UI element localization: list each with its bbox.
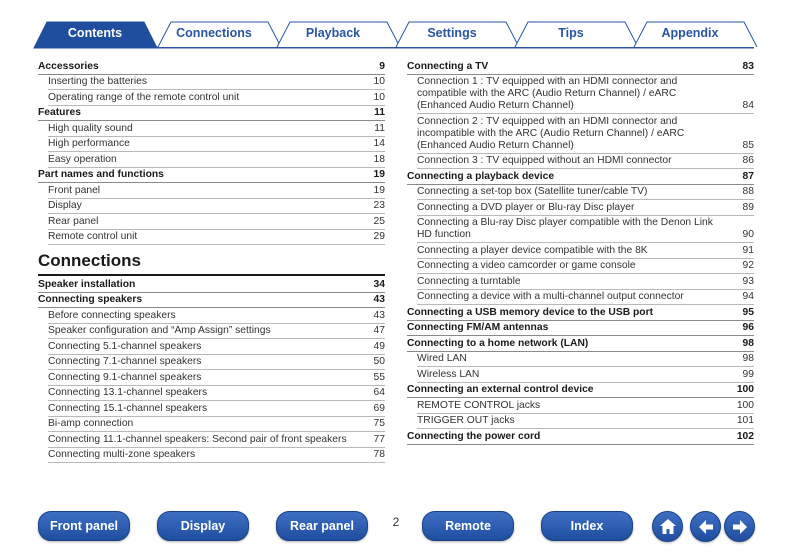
toc-page-number: 34: [373, 278, 385, 290]
toc-entry-title: Easy operation: [48, 153, 117, 165]
toc-heading-row[interactable]: [38, 59, 385, 75]
back-arrow-icon: [696, 517, 716, 537]
toc-entry-row[interactable]: [417, 216, 754, 244]
home-icon: [658, 517, 678, 537]
toc-entry-title: Connection 1 : TV equipped with an HDMI connector and compatible with the ARC (Audio Return Channel) / eARC (Enhanced Audio Return Channel): [417, 76, 678, 111]
toc-entry-row[interactable]: [48, 183, 385, 199]
toc-entry-title: Wireless LAN: [417, 368, 480, 380]
toc-page-number: 94: [742, 291, 754, 302]
toc-entry-row[interactable]: [417, 259, 754, 275]
toc-entry-row[interactable]: [48, 355, 385, 371]
toc-entry-title: Connecting a device with a multi-channel output connector: [417, 291, 684, 302]
toc-page-number: 25: [373, 215, 385, 227]
toc-entry-title: Part names and functions: [38, 169, 164, 180]
toc-page-number: 23: [373, 200, 385, 211]
toc-entry-row[interactable]: [417, 200, 754, 216]
toc-entry-row[interactable]: [48, 432, 385, 448]
toc-heading-row[interactable]: [38, 106, 385, 122]
toc-entry-title: Connecting a DVD player or Blu-ray Disc player: [417, 201, 635, 213]
toc-entry-row[interactable]: [417, 414, 754, 430]
toc-entry-title: TRIGGER OUT jacks: [417, 415, 515, 426]
toc-page-number: 18: [373, 153, 385, 165]
toc-entry-row[interactable]: [48, 214, 385, 230]
rear-panel-button[interactable]: Rear panel: [276, 511, 368, 541]
tab-connections[interactable]: Connections: [176, 26, 252, 40]
toc-right-column: [407, 59, 754, 445]
toc-entry-title: Connecting 11.1-channel speakers: Second pair of front speakers: [48, 433, 347, 445]
toc-entry-title: Connecting a Blu-ray Disc player compatible with the Denon Link HD function: [417, 217, 713, 240]
toc-page-number: 89: [742, 201, 754, 213]
forward-button[interactable]: [724, 511, 755, 542]
toc-entry-title: Connecting an external control device: [407, 384, 594, 395]
toc-page-number: 99: [742, 368, 754, 380]
toc-heading-row[interactable]: [407, 59, 754, 75]
toc-entry-row[interactable]: [417, 185, 754, 201]
front-panel-button[interactable]: Front panel: [38, 511, 130, 541]
toc-page-number: 49: [373, 340, 385, 352]
toc-page-number: 78: [373, 449, 385, 460]
toc-entry-row[interactable]: [417, 398, 754, 414]
toc-entry-title: Speaker installation: [38, 278, 136, 290]
toc-group-right: [407, 59, 754, 445]
toc-group-connections: [38, 277, 385, 463]
toc-page-number: 88: [742, 186, 754, 197]
toc-page-number: 92: [742, 260, 754, 271]
tab-bar: [0, 0, 791, 50]
toc-page-number: 96: [742, 322, 754, 333]
toc-page-number: 93: [742, 275, 754, 287]
toc-entry-title: Wired LAN: [417, 353, 467, 364]
toc-entry-row[interactable]: [48, 370, 385, 386]
toc-entry-title: Accessories: [38, 60, 99, 72]
toc-left-column: [38, 59, 385, 463]
toc-page-number: 85: [742, 139, 754, 151]
toc-page-number: 43: [373, 309, 385, 321]
toc-page-number: 100: [736, 384, 754, 395]
toc-page-number: 91: [742, 244, 754, 256]
toc-entry-title: Inserting the batteries: [48, 76, 148, 87]
toc-entry-title: High performance: [48, 138, 130, 149]
toc-page-number: 19: [373, 184, 385, 196]
tab-tips[interactable]: Tips: [558, 26, 584, 40]
toc-entry-row[interactable]: [48, 199, 385, 215]
toc-page-number: 77: [373, 433, 385, 445]
toc-page-number: 55: [373, 371, 385, 383]
toc-entry-title: Connecting to a home network (LAN): [407, 337, 589, 349]
toc-page-number: 10: [373, 76, 385, 87]
toc-entry-row[interactable]: [48, 401, 385, 417]
toc-entry-title: Connecting speakers: [38, 294, 143, 305]
toc-entry-title: Connection 3 : TV equipped without an HDMI connector: [417, 155, 672, 166]
toc-entry-row[interactable]: [48, 121, 385, 137]
toc-heading-row[interactable]: [407, 429, 754, 445]
toc-page-number: 29: [373, 231, 385, 242]
toc-entry-title: REMOTE CONTROL jacks: [417, 399, 541, 411]
tab-contents[interactable]: Contents: [67, 26, 123, 40]
toc-entry-title: Connecting 7.1-channel speakers: [48, 356, 202, 367]
tab-playback[interactable]: Playback: [305, 26, 361, 40]
toc-entry-row[interactable]: [417, 154, 754, 170]
toc-page-number: 14: [373, 138, 385, 149]
toc-page-number: 95: [742, 306, 754, 318]
toc-entry-title: Connecting a player device compatible with the 8K: [417, 244, 648, 256]
toc-entry-title: Connecting FM/AM antennas: [407, 322, 549, 333]
toc-entry-title: Display: [48, 200, 82, 211]
toc-entry-title: Connecting 9.1-channel speakers: [48, 371, 202, 383]
tab-shapes: [0, 0, 791, 50]
toc-entry-title: Connecting a set-top box (Satellite tuner/cable TV): [417, 186, 648, 197]
home-button[interactable]: [652, 511, 683, 542]
toc-page-number: 83: [742, 60, 754, 72]
display-button[interactable]: Display: [157, 511, 249, 541]
toc-entry-row[interactable]: [48, 90, 385, 106]
toc-entry-title: High quality sound: [48, 122, 133, 134]
toc-page-number: 11: [374, 122, 385, 134]
toc-entry-row[interactable]: [48, 324, 385, 340]
back-button[interactable]: [690, 511, 721, 542]
toc-heading-row[interactable]: [407, 321, 754, 337]
toc-page-number: 43: [373, 294, 385, 305]
toc-entry-title: Front panel: [48, 184, 101, 196]
tab-settings[interactable]: Settings: [427, 26, 477, 40]
toc-page-number: 11: [374, 107, 385, 118]
toc-entry-title: Rear panel: [48, 215, 99, 227]
toc-entry-title: Connecting a video camcorder or game console: [417, 260, 636, 271]
toc-entry-row[interactable]: [417, 290, 754, 306]
toc-entry-title: Before connecting speakers: [48, 309, 176, 321]
toc-page-number: 98: [742, 337, 754, 349]
toc-entry-row[interactable]: [417, 352, 754, 368]
remote-button[interactable]: Remote: [422, 511, 514, 541]
toc-heading-row[interactable]: [407, 336, 754, 352]
section-title-connections: Connections: [38, 251, 385, 276]
toc-page-number: 19: [373, 169, 385, 180]
toc-entry-title: Connecting the power cord: [407, 430, 541, 442]
toc-entry-row[interactable]: [48, 308, 385, 324]
toc-page-number: 90: [742, 229, 754, 240]
toc-page-number: 84: [742, 100, 754, 111]
toc-entry-row[interactable]: [48, 152, 385, 168]
tab-appendix[interactable]: Appendix: [661, 26, 719, 40]
toc-group-accessories: [38, 59, 385, 245]
page-number: 2: [392, 515, 400, 529]
toc-page-number: 47: [373, 325, 385, 336]
toc-page-number: 101: [736, 415, 754, 426]
toc-page-number: 69: [373, 402, 385, 414]
index-button[interactable]: Index: [541, 511, 633, 541]
toc-entry-title: Connecting 5.1-channel speakers: [48, 340, 202, 352]
toc-entry-row[interactable]: [48, 137, 385, 153]
toc-page-number: 64: [373, 387, 385, 398]
toc-entry-title: Connecting a playback device: [407, 170, 555, 182]
toc-entry-title: Connecting multi-zone speakers: [48, 449, 196, 460]
forward-arrow-icon: [730, 517, 750, 537]
toc-entry-title: Connection 2 : TV equipped with an HDMI connector and incompatible with the ARC (Audio Return Channel) / eARC (Enhanced Audio Return Channel): [417, 115, 685, 151]
toc-entry-row[interactable]: [417, 274, 754, 290]
toc-heading-row[interactable]: [38, 277, 385, 293]
toc-entry-title: Connecting a USB memory device to the USB port: [407, 306, 654, 318]
toc-entry-title: Bi-amp connection: [48, 418, 134, 429]
toc-entry-title: Connecting 13.1-channel speakers: [48, 387, 208, 398]
toc-entry-title: Connecting a turntable: [417, 275, 521, 287]
toc-entry-title: Remote control unit: [48, 231, 138, 242]
toc-entry-row[interactable]: [417, 367, 754, 383]
toc-page-number: 75: [373, 418, 385, 429]
toc-page-number: 98: [742, 353, 754, 364]
toc-entry-title: Connecting 15.1-channel speakers: [48, 402, 208, 414]
toc-page-number: 9: [379, 60, 385, 72]
toc-heading-row[interactable]: [407, 305, 754, 321]
toc-entry-title: Speaker configuration and “Amp Assign” settings: [48, 325, 271, 336]
toc-entry-row[interactable]: [417, 243, 754, 259]
toc-entry-title: Features: [38, 107, 81, 118]
toc-heading-row[interactable]: [407, 169, 754, 185]
toc-page-number: 10: [373, 91, 385, 103]
toc-page-number: 86: [742, 155, 754, 166]
toc-entry-row[interactable]: [48, 386, 385, 402]
toc-page-number: 102: [736, 430, 754, 442]
toc-entry-row[interactable]: [417, 114, 754, 154]
toc-entry-row[interactable]: [417, 75, 754, 115]
toc-entry-title: Operating range of the remote control unit: [48, 91, 240, 103]
toc-entry-row[interactable]: [48, 339, 385, 355]
toc-heading-row[interactable]: [38, 168, 385, 184]
toc-entry-row[interactable]: [48, 417, 385, 433]
toc-entry-row[interactable]: [48, 230, 385, 246]
toc-heading-row[interactable]: [38, 293, 385, 309]
toc-entry-row[interactable]: [48, 448, 385, 464]
toc-entry-title: Connecting a TV: [407, 60, 489, 72]
toc-entry-row[interactable]: [48, 75, 385, 91]
toc-page-number: 100: [736, 399, 754, 411]
toc-page-number: 87: [742, 170, 754, 182]
toc-heading-row[interactable]: [407, 383, 754, 399]
toc-page-number: 50: [373, 356, 385, 367]
